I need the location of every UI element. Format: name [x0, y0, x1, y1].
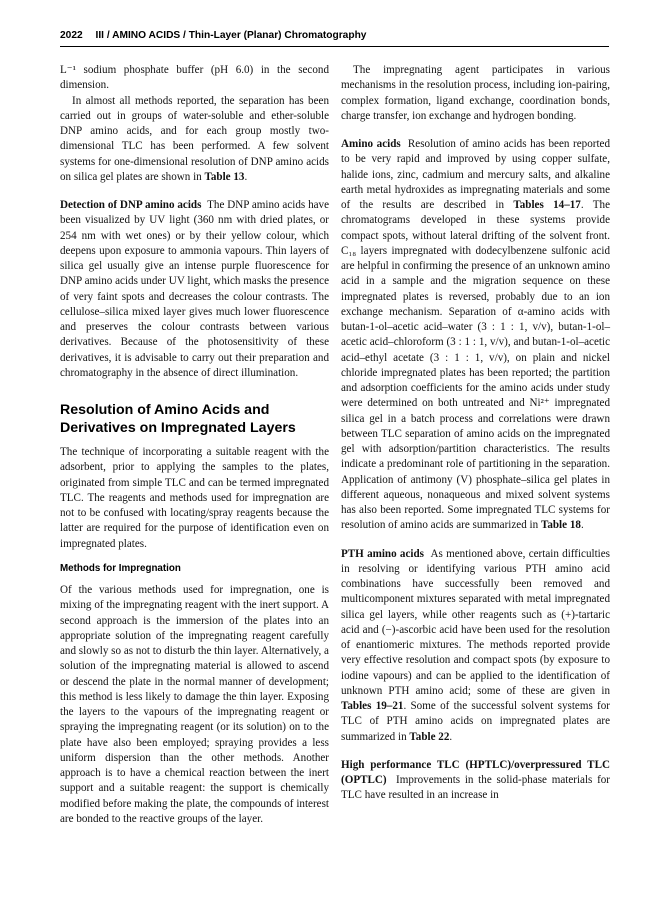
run-in-heading: Detection of DNP amino acids [60, 199, 202, 211]
paragraph: The technique of incorporating a suitable reagent with the adsorbent, prior to applying the samples to the plates, originated from simple TLC and can be termed impregnated TLC. The reagents and methods used for impregnation are not to be confused with locating/spray reagents because the latter are required for the purpose of identification even on impregnated plates. [60, 446, 329, 550]
paragraph: In almost all methods reported, the separation has been carried out in groups of water-soluble and ether-soluble DNP amino acids, and for each group mostly two-dimensional TLC has been performed. A few solvent systems for one-dimensional resolution of DNP amino acids on silica gel plates are shown in Table 13. [60, 94, 329, 183]
run-in-heading: Amino acids [341, 138, 401, 150]
table-reference: Table 22 [409, 730, 450, 743]
paragraph: Of the various methods used for impregnation, one is mixing of the impregnating reagent with the inert support. A second approach is the immersion of the plates into an appropriate solution of the impregnating reagent carefully and slowly so as not to disturb the thin layer. Alternatively, a solution of the impregnating material is allowed to ascend or descend the plate in the normal manner of development; this method is less likely to damage the thin layer. Exposing the layers to the vapours of the impregnating reagent or spraying the impregnating reagent (or its solution) on to the plate have also been employed; spraying provides a less uniform dispersion than the other methods. Another approach is to have a chemical reaction between the inert support and a suitable reagent: the support is chemically modified before making the plate, the compounds of interest are bonded to the reactive groups of the layer. [60, 584, 329, 825]
paragraph: L⁻¹ sodium phosphate buffer (pH 6.0) in the second dimension. [60, 64, 329, 92]
paragraph: Amino acids Resolution of amino acids has been reported to be very rapid and improved by using copper sulfate, halide ions, zinc, cadmium and mercury salts, and alkaline earth metal hydroxides as impregnating materials and some of the results are described in Tables 14–17. The chromatograms developed in these systems provide compact spots, without lateral drifting of the solvent front. C₁₈ layers impregnated with dodecylbenzene sulfonic acid are helpful in confirming the presence of an unknown amino acid in a sample and the migration sequence on these impregnated plates is reversed, probably due to an ion exchange mechanism. Separation of α-amino acids with butan-1-ol–acetic acid–water (3 : 1 : 1, v/v), butan-1-ol–acetic acid–chloroform (3 : 1 : 1, v/v), and butan-1-ol–acetic acid–ethyl acetate (3 : 1 : 1, v/v), on plain and nickel chloride impregnated plates has been reported; the partition and adsorption coefficients for the amino acids under study were determined on both untreated and Ni²⁺ impregnated silica gel in a batch process and correlations were drawn between TLC separation of amino acids on the impregnated gel with adsorption/partition characteristics. The results indicate a predominant role of partitioning in the separation. Application of antimony (V) phosphate–silica gel plates in different aqueous, nonaqueous and mixed solvent systems has also been reported. Some impregnated TLC systems for resolution of amino acids are summarized in Table 18. [341, 138, 611, 532]
paragraph: The impregnating agent participates in various mechanisms in the resolution process, including ion-pairing, complex formation, ligand exchange, coordination bonds, charge transfer, ion exchange and hydrogen bonding. [341, 64, 610, 122]
table-reference: Tables 19–21 [341, 700, 404, 712]
run-in-heading: High performance TLC (HPTLC)/overpressured TLC (OPTLC) [341, 758, 610, 786]
run-in-heading: PTH amino acids [341, 547, 424, 560]
running-title: III / AMINO ACIDS / Thin-Layer (Planar) Chromatography [95, 30, 367, 41]
table-reference: Tables 14–17 [513, 199, 581, 211]
left-column [60, 63, 329, 827]
page-number: 2022 [60, 30, 83, 41]
header-rule [60, 46, 609, 47]
right-column [341, 63, 610, 804]
paragraph: High performance TLC (HPTLC)/overpressured TLC (OPTLC) Improvements in the solid-phase materials for TLC have resulted in an increase in [341, 758, 610, 802]
paragraph: PTH amino acids As mentioned above, certain difficulties in resolving or identifying various PTH amino acid combinations have successfully been removed and multicomponent mixtures separated with metal impregnated silica gel layers, while other reagents such as (+)-tartaric acid and (−)-ascorbic acid have been used for the resolution of enantiomeric mixtures. The methods reported provide very effective resolution and compact spots (by exposure to iodine vapours) and can be applied to the identification of unknown PTH amino acid; some of these are given in Tables 19–21. Some of the successful solvent systems for TLC of PTH amino acids on impregnated plates are summarized in Table 22. [341, 547, 611, 743]
running-header [60, 30, 608, 41]
table-reference: Table 13 [204, 170, 245, 183]
paragraph: Detection of DNP amino acids The DNP amino acids have been visualized by UV light (360 nm with dried plates, or 254 nm with wet ones) or by their yellow colour, which deepens upon exposure to ammonia vapours. Thin layers of silica gel usually give an intense purple fluorescence for DNP amino acids under UV light, which masks the presence of very faint spots and decreases the colour contrasts. The cellulose–silica mixed layer gives much lower fluorescence and preserves the colour contrasts between various derivatives. Because of the photosensitivity of these derivatives, it is advisable to carry out their preparation and chromatography in the absence of direct illumination. [60, 199, 330, 379]
section-heading: Resolution of Amino Acids and Derivatives on Impregnated Layers [60, 402, 296, 436]
subsection-heading: Methods for Impregnation [60, 562, 181, 574]
table-reference: Table 18 [540, 519, 581, 532]
